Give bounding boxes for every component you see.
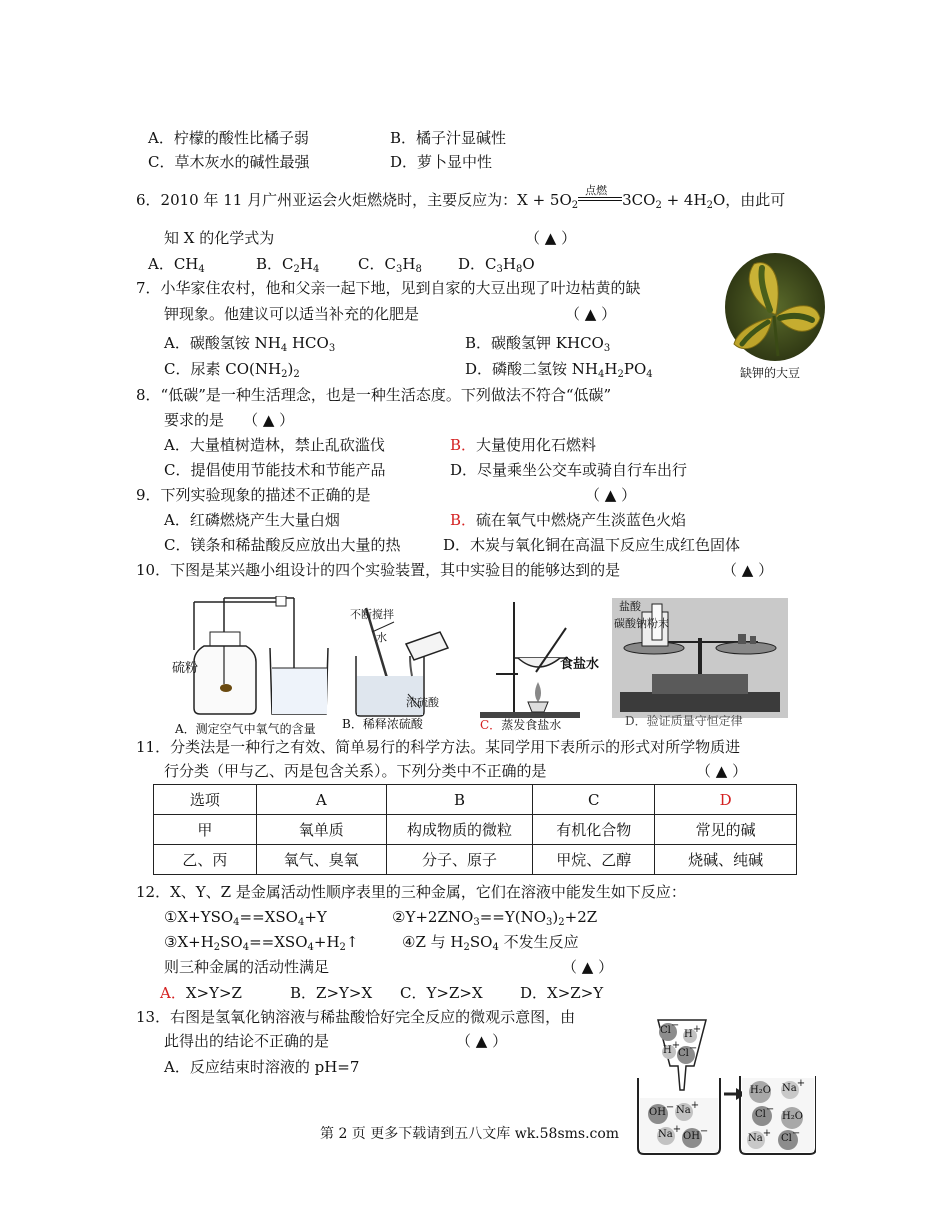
q8-option-d: D．尽量乘坐公交车或骑自行车出行 [450,461,688,479]
q6-stem-start: 6．2010 年 11 月广州亚运会火炬燃烧时，主要反应为： [136,191,518,209]
ion-label: Na+ [748,1128,772,1144]
ion-label: Na+ [658,1124,682,1140]
q6-stem: 6．2010 年 11 月广州亚运会火炬燃烧时，主要反应为：$X + 5O_2$ 点燃 $3CO_2 + 4H_2O$，由此可 [136,190,785,210]
q5-option-d: D．萝卜显中性 [390,153,493,171]
ion-label: Cl− [781,1128,801,1144]
q13-stem-2: 此得出的结论不正确的是 [164,1032,330,1050]
label-sulfur: 硫粉 [172,661,199,676]
q5-option-a: A．柠檬的酸性比橘子弱 [148,129,309,147]
page-footer: 第 2 页 更多下载请到五八文库 wk.58sms.com [320,1126,620,1142]
q11-stem-2: 行分类（甲与乙、丙是包含关系）。下列分类中不正确的是 [164,762,547,780]
q8-answer-mark: （ ▲ ） [243,411,295,429]
q7-answer-mark: （ ▲ ） [565,305,617,323]
soybean-caption: 缺钾的大豆 [740,366,801,380]
caption-a: A．测定空气中氧气的含量 [175,722,316,736]
table-cell: 有机化合物 [533,815,655,845]
caption-d: D．验证质量守恒定律 [625,714,743,728]
q9-option-c: C．镁条和稀盐酸反应放出大量的热 [164,536,401,554]
q12-reaction-4: ④Z 与 $H_2SO_4$ 不发生反应 [402,933,579,953]
caption-b: B．稀释浓硫酸 [342,717,423,731]
q9-option-a: A．红磷燃烧产生大量白烟 [164,511,340,529]
q6-answer-mark: （ ▲ ） [525,229,577,247]
q6-stem-cont: 知 X 的化学式为 [164,229,275,247]
q10-answer-mark: （ ▲ ） [722,561,774,579]
q6-stem-end: ，由此可 [725,191,786,209]
table-header-cell: C [533,785,655,815]
table-cell: 甲 [154,815,257,845]
potassium-deficient-soybean-image [724,252,826,362]
q8-option-a: A．大量植树造林，禁止乱砍滥伐 [164,436,385,454]
q10-stem: 10．下图是某兴趣小组设计的四个实验装置，其中实验目的能够达到的是 [136,561,621,579]
ion-label: Na+ [782,1078,806,1094]
table-cell: 构成物质的微粒 [386,815,533,845]
q7-stem-2: 钾现象。他建议可以适当补充的化肥是 [164,305,420,323]
q9-answer-mark: （ ▲ ） [585,486,637,504]
table-header-cell: 选项 [154,785,257,815]
classification-table [153,784,797,875]
label-water: 水 [376,631,387,644]
reaction-condition: 点燃 [585,184,608,197]
table-header-cell: D [655,785,797,815]
q12-option-c: C．Y>Z>X [400,984,483,1002]
q12-option-b: B．Z>Y>X [290,984,373,1002]
q7-option-d: D．磷酸二氢铵 $NH_4H_2PO_4$ [465,360,653,380]
reaction-condition-arrow [578,184,622,206]
q9-option-d: D．木炭与氧化铜在高温下反应生成红色固体 [443,536,741,554]
q11-stem-1: 11．分类法是一种行之有效、简单易行的科学方法。某同学用下表所示的形式对所学物质进 [136,738,741,756]
ion-label: OH− [649,1102,675,1118]
q13-option-a: A．反应结束时溶液的 pH=7 [164,1058,360,1076]
q8-stem-1: 8．“低碳”是一种生活理念，也是一种生活态度。下列做法不符合“低碳” [136,386,612,404]
q7-option-b: B．碳酸氢钾 $KHCO_3$ [465,334,611,354]
neutralization-micro-diagram [636,1018,816,1158]
table-cell: 氧气、臭氧 [256,845,386,875]
table-cell: 常见的碱 [655,815,797,845]
q5-option-b: B．橘子汁显碱性 [390,129,507,147]
table-header-cell: B [386,785,533,815]
label-concentrated-acid: 浓硫酸 [406,696,439,709]
table-cell: 氧单质 [256,815,386,845]
q12-option-d: D．X>Z>Y [520,984,604,1002]
table-row [154,845,797,875]
table-header-row [154,785,797,815]
q9-stem: 9．下列实验现象的描述不正确的是 [136,486,371,504]
q12-conclusion: 则三种金属的活动性满足 [164,958,330,976]
q8-option-b: B．大量使用化石燃料 [450,436,597,454]
q8-option-c: C．提倡使用节能技术和节能产品 [164,461,386,479]
table-cell: 乙、丙 [154,845,257,875]
q7-stem-1: 7．小华家住农村，他和父亲一起下地，见到自家的大豆出现了叶边枯黄的缺 [136,279,641,297]
ion-label: Cl− [678,1043,698,1059]
q12-stem: 12．X、Y、Z 是金属活动性顺序表里的三种金属，它们在溶液中能发生如下反应： [136,883,686,901]
q12-option-a: A．X>Y>Z [160,984,242,1002]
q6-option-c: C．$C_3H_8$ [358,255,422,275]
label-sodium-carbonate: 碳酸钠粉末 [614,617,669,630]
q9-option-b: B．硫在氧气中燃烧产生淡蓝色火焰 [450,511,687,529]
q12-answer-mark: （ ▲ ） [562,958,614,976]
ion-label: Na+ [676,1100,700,1116]
q6-option-a: A．$CH_4$ [148,255,205,275]
table-row [154,815,797,845]
table-header-cell: A [256,785,386,815]
label-hcl: 盐酸 [619,600,641,613]
q12-reaction-1: $①X+YSO_4==XSO_4+Y$ [164,908,327,928]
ion-label: OH− [683,1126,709,1142]
q12-reaction-2: $②Y+2ZNO_3==Y(NO_3)_2+2Z$ [392,908,598,928]
q13-stem-1: 13．右图是氢氧化钠溶液与稀盐酸恰好完全反应的微观示意图，由 [136,1008,576,1026]
molecule-label: H₂O [782,1111,803,1122]
q11-answer-mark: （ ▲ ） [696,762,748,780]
q13-answer-mark: （ ▲ ） [456,1032,508,1050]
q12-reaction-3: $③X+H_2SO_4==XSO_4+H_2↑$ [164,933,359,953]
label-salt-water: 食盐水 [560,657,600,672]
table-cell: 烧碱、纯碱 [655,845,797,875]
table-cell: 分子、原子 [386,845,533,875]
q8-stem-2: 要求的是 （ ▲ ） [164,411,295,429]
q7-option-c: C．尿素 $CO(NH_2)_2$ [164,360,300,380]
label-stir: 不断搅拌 [350,608,394,621]
ion-label: H+ [663,1040,681,1056]
q6-option-b: B．$C_2H_4$ [256,255,320,275]
ion-label: Cl− [660,1020,680,1036]
q7-option-a: A．碳酸氢铵 $NH_4$ $HCO_3$ [164,334,336,354]
ion-label: Cl− [755,1104,775,1120]
q6-option-d: D．$C_3H_8O$ [458,255,535,275]
molecule-label: H₂O [750,1085,771,1096]
q5-option-c: C．草木灰水的碱性最强 [148,153,310,171]
ion-label: H+ [684,1024,702,1040]
table-cell: 甲烷、乙醇 [533,845,655,875]
caption-c: C．蒸发食盐水 [480,718,562,732]
